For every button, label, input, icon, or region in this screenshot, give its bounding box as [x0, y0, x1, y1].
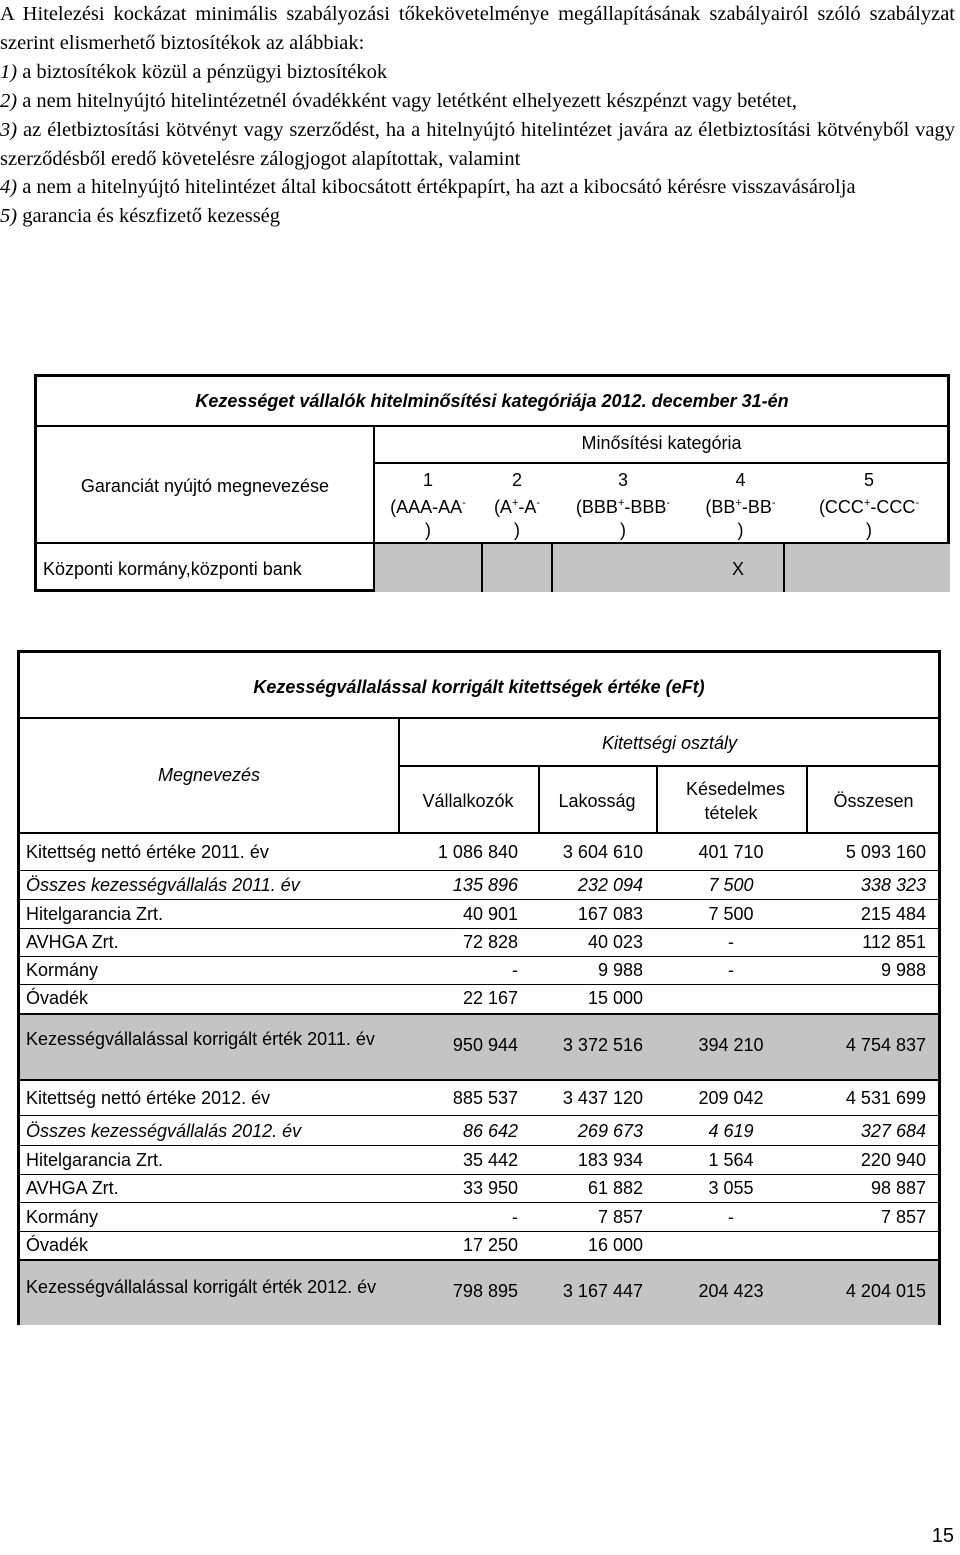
row-label: Kormány — [26, 960, 99, 980]
exposure-class-header: Kitettségi osztály — [601, 733, 738, 753]
intro-item: 3) az életbiztosítási kötvényt vagy szerződést, ha a hitelnyújtó hitelintézet javára az életbiztosítási kötvényből vagy szerződésből eredő követelésre zálogjogot alapítottak, valamint — [0, 118, 955, 170]
category-header: 1 (AAA-AA- ) — [390, 470, 466, 540]
exposure-table-title: Kezességvállalással korrigált kitettségek értéke (eFt) — [253, 677, 705, 697]
cell-value: 209 042 — [698, 1088, 764, 1108]
divider — [20, 956, 938, 957]
guarantor-name: Központi kormány,központi bank — [43, 559, 302, 579]
rating-table-title: Kezességet vállalók hitelminősítési kategóriája 2012. december 31-én — [195, 391, 789, 411]
cell-value: 33 950 — [462, 1178, 518, 1198]
exposure-table — [17, 650, 941, 1325]
cell-value: 112 851 — [862, 932, 926, 952]
cell-value: - — [512, 1207, 518, 1227]
cell-value: 401 710 — [698, 842, 764, 862]
row-label: Kitettség nettó értéke 2012. év — [26, 1088, 271, 1108]
cell-value: 269 673 — [577, 1121, 643, 1141]
cell-value: - — [512, 960, 518, 980]
divider — [20, 1013, 938, 1015]
divider — [20, 1145, 938, 1146]
rating-table — [34, 374, 950, 592]
cell-value: 4 204 015 — [845, 1281, 926, 1301]
cell-value: 98 887 — [870, 1178, 926, 1198]
cell-value: 4 531 699 — [845, 1088, 926, 1108]
cell-value: 394 210 — [698, 1035, 764, 1055]
row-label: AVHGA Zrt. — [26, 932, 119, 952]
cell-value: - — [728, 960, 734, 980]
cell-value: 183 934 — [577, 1150, 643, 1170]
cell-value: 220 940 — [860, 1150, 926, 1170]
row-label: Óvadék — [26, 1235, 89, 1255]
category-header: 5 (CCC+-CCC- ) — [818, 470, 920, 540]
intro-item: 2) a nem hitelnyújtó hitelintézetnél óvadékként vagy letétként elhelyezett készpénzt vagy betétet, — [0, 89, 797, 112]
intro-item: 5) garancia és készfizető kezesség — [0, 205, 281, 228]
cell-value: 22 167 — [462, 988, 518, 1008]
row-label: Hitelgarancia Zrt. — [26, 1150, 164, 1170]
divider — [551, 542, 553, 592]
divider — [20, 1174, 938, 1175]
cell-value: 5 093 160 — [845, 842, 926, 862]
row-label: Hitelgarancia Zrt. — [26, 904, 164, 924]
divider — [398, 765, 938, 767]
cell-value: 72 828 — [462, 932, 518, 952]
cell-value: 86 642 — [462, 1121, 518, 1141]
page-number: 15 — [931, 1525, 954, 1547]
column-header: Vállalkozók — [422, 791, 514, 811]
cell-value: 17 250 — [462, 1235, 518, 1255]
divider — [20, 1259, 938, 1261]
divider — [20, 984, 938, 985]
cell-value: 232 094 — [577, 875, 643, 895]
row-label: Kitettség nettó értéke 2011. év — [26, 842, 269, 862]
cell-value: 327 684 — [860, 1121, 926, 1141]
divider — [20, 1202, 938, 1203]
rating-group-header: Minősítési kategória — [581, 433, 742, 453]
cell-value: 885 537 — [452, 1088, 518, 1108]
divider — [20, 1079, 938, 1081]
cell-value: 40 901 — [462, 904, 518, 924]
cell-value: 3 437 120 — [562, 1088, 643, 1108]
cell-value: 135 896 — [452, 875, 518, 895]
cell-value: 7 500 — [708, 875, 754, 895]
name-header: Megnevezés — [157, 765, 261, 785]
cell-value: 798 895 — [452, 1281, 518, 1301]
row-label: Összes kezességvállalás 2012. év — [26, 1121, 302, 1141]
divider — [20, 717, 938, 719]
intro-lead: A Hitelezési kockázat minimális szabályozási tőkekövetelménye megállapításának szabályairól szóló szabályzat szerint elismerhető biztosítékok az alábbiak: — [0, 3, 955, 54]
column-header: Lakosság — [558, 791, 636, 811]
cell-value: 7 500 — [708, 904, 754, 924]
cell-value: - — [728, 1207, 734, 1227]
cell-value: 3 372 516 — [562, 1035, 643, 1055]
divider — [783, 542, 785, 592]
cell-value: 950 944 — [452, 1035, 518, 1055]
cell-value: 3 604 610 — [562, 842, 643, 862]
cell-value: 204 423 — [698, 1281, 764, 1301]
cell-value: - — [728, 932, 734, 952]
guarantor-header: Garanciát nyújtó megnevezése — [80, 476, 330, 496]
row-label: Óvadék — [26, 988, 89, 1008]
shaded-area — [375, 544, 950, 592]
row-label: Kezességvállalással korrigált érték 2011. év — [26, 1029, 375, 1049]
intro-item: 1) a biztosítékok közül a pénzügyi biztosítékok — [0, 60, 388, 83]
cell-value: 15 000 — [587, 988, 643, 1008]
cell-value: 9 988 — [880, 960, 926, 980]
cell-value: 7 857 — [880, 1207, 926, 1227]
divider — [20, 899, 938, 900]
cell-value: 16 000 — [587, 1235, 643, 1255]
cell-value: 4 754 837 — [845, 1035, 926, 1055]
divider — [20, 928, 938, 929]
intro-text — [0, 0, 955, 231]
intro-item: 4) a nem a hitelnyújtó hitelintézet által kibocsátott értékpapírt, ha azt a kibocsátó kérésre visszavásárolja — [0, 176, 856, 199]
cell-value: 40 023 — [587, 932, 643, 952]
cell-value: 7 857 — [597, 1207, 643, 1227]
divider — [20, 870, 938, 871]
category-header: 4 (BB+-BB- ) — [705, 470, 776, 540]
cell-value: 9 988 — [597, 960, 643, 980]
divider — [37, 425, 947, 427]
cell-value: 4 619 — [708, 1121, 754, 1141]
divider — [20, 832, 938, 834]
divider — [481, 542, 483, 592]
divider — [20, 1231, 938, 1232]
cell-value: 1 564 — [708, 1150, 754, 1170]
category-header: 3 (BBB+-BBB- ) — [575, 470, 671, 540]
divider — [656, 765, 658, 832]
divider — [373, 462, 947, 464]
divider — [20, 1115, 938, 1116]
cell-value: 215 484 — [860, 904, 926, 924]
cell-value: 1 086 840 — [437, 842, 518, 862]
cell-value: 61 882 — [587, 1178, 643, 1198]
cell-value: 167 083 — [577, 904, 643, 924]
row-label: AVHGA Zrt. — [26, 1178, 119, 1198]
cell-value: 3 055 — [708, 1178, 754, 1198]
rating-mark: X — [731, 559, 744, 579]
row-label: Összes kezességvállalás 2011. év — [26, 875, 300, 895]
column-header: Késedelmes tételek — [686, 779, 786, 823]
row-label: Kezességvállalással korrigált érték 2012. év — [26, 1277, 377, 1297]
cell-value: 35 442 — [462, 1150, 518, 1170]
column-header: Összesen — [833, 791, 914, 811]
cell-value: 338 323 — [860, 875, 926, 895]
category-header: 2 (A+-A- ) — [493, 470, 541, 540]
row-label: Kormány — [26, 1207, 99, 1227]
cell-value: 3 167 447 — [562, 1281, 643, 1301]
